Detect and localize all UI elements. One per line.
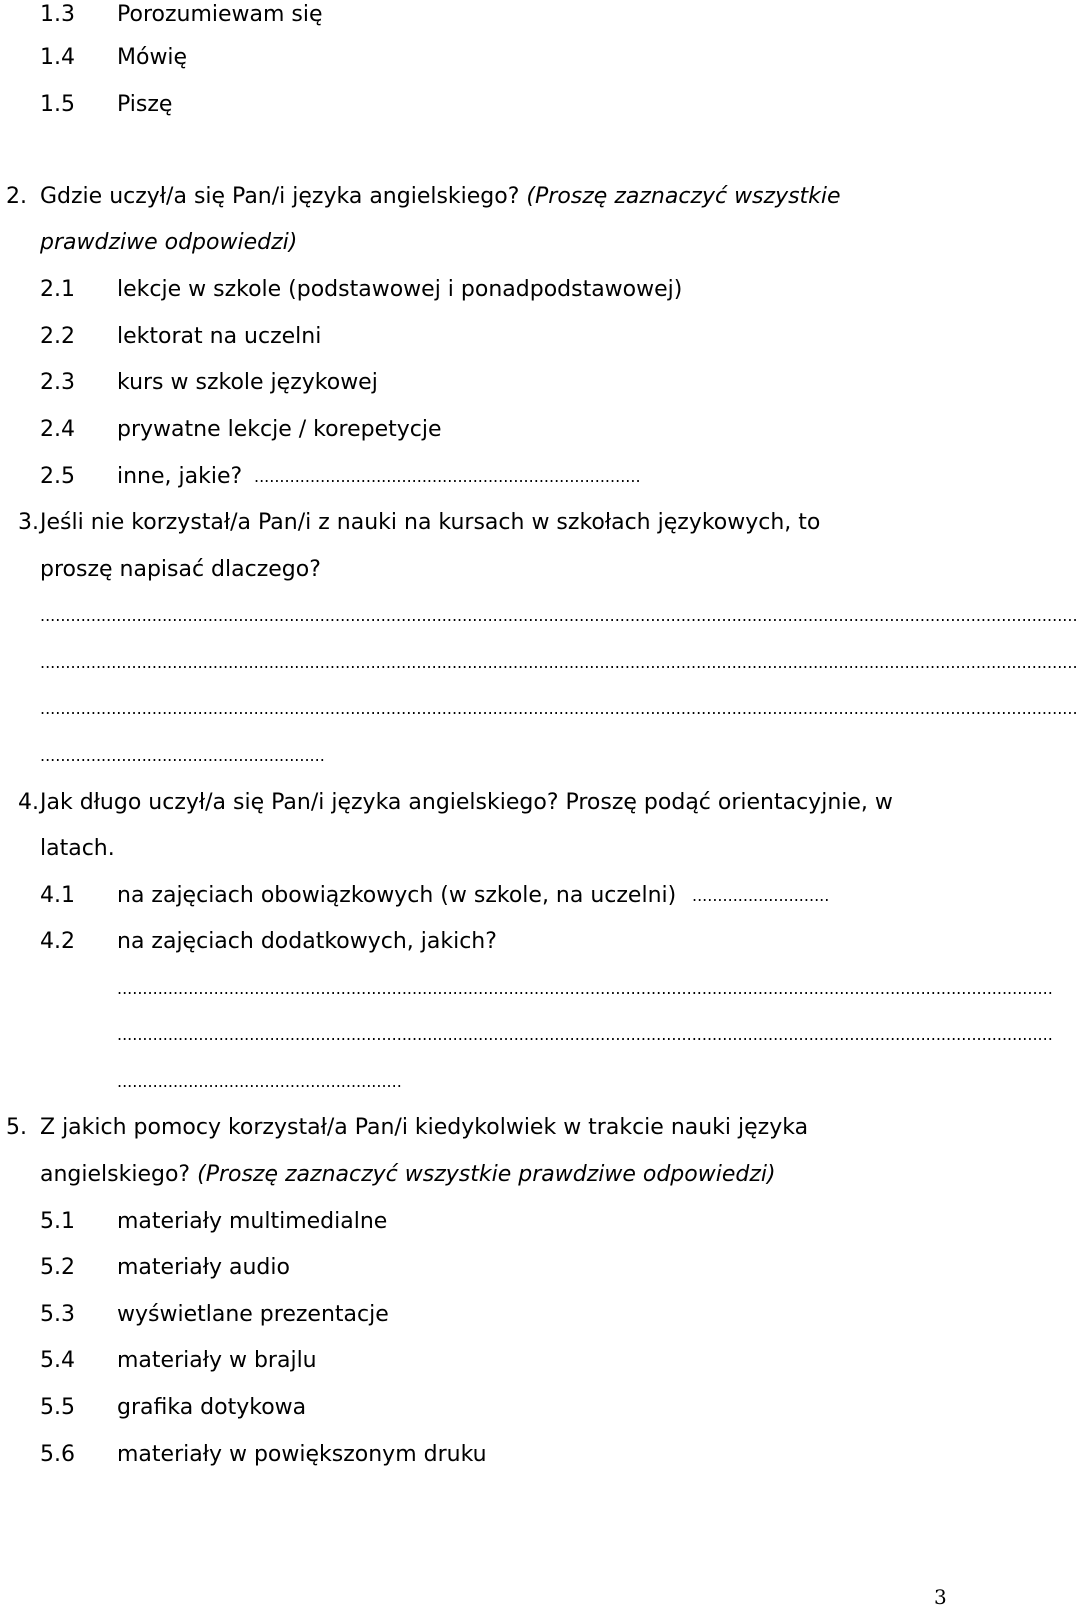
item-label: Piszę — [117, 92, 173, 117]
item-number: 1.3 — [40, 2, 75, 27]
question-text: angielskiego? (Proszę zaznaczyć wszystkie prawdziwe odpowiedzi) — [40, 1162, 776, 1187]
question-note: (Proszę zaznaczyć wszystkie — [526, 184, 841, 209]
question-text: Jeśli nie korzystał/a Pan/i z nauki na kursach w szkołach językowych, to — [40, 510, 821, 535]
item-number: 5.1 — [40, 1209, 75, 1234]
answer-blank[interactable]: ............................................................................................................................................................................................................ — [40, 699, 1078, 718]
question-number: 4. — [18, 790, 39, 815]
page-number: 3 — [934, 1585, 947, 1609]
item-label: na zajęciach dodatkowych, jakich? — [117, 929, 497, 954]
item-label: materiały w brajlu — [117, 1348, 317, 1373]
item-number: 1.5 — [40, 92, 75, 117]
item-label: materiały w powiększonym druku — [117, 1442, 487, 1467]
question-text: Jak długo uczył/a się Pan/i języka angielskiego? Proszę podąć orientacyjnie, w — [40, 790, 893, 815]
item-number: 2.4 — [40, 417, 75, 442]
answer-blank[interactable]: ........................... — [692, 886, 830, 905]
item-label: Mówię — [117, 45, 188, 70]
question-note: prawdziwe odpowiedzi) — [40, 230, 298, 255]
item-label: kurs w szkole językowej — [117, 370, 378, 395]
item-number: 4.2 — [40, 929, 75, 954]
item-label: inne, jakie? — [117, 464, 243, 489]
item-label: materiały multimedialne — [117, 1209, 388, 1234]
answer-blank[interactable]: ........................................................................................................................................................................................ — [117, 1025, 1053, 1044]
item-label: na zajęciach obowiązkowych (w szkole, na uczelni) — [117, 883, 677, 908]
answer-blank[interactable]: ........................................................ — [40, 746, 325, 765]
item-number: 2.5 — [40, 464, 75, 489]
item-label: Porozumiewam się — [117, 2, 323, 27]
item-number: 5.2 — [40, 1255, 75, 1280]
item-label: lekcje w szkole (podstawowej i ponadpodstawowej) — [117, 277, 683, 302]
item-number: 5.4 — [40, 1348, 75, 1373]
item-number: 5.6 — [40, 1442, 75, 1467]
item-number: 5.3 — [40, 1302, 75, 1327]
answer-blank[interactable]: ............................................................................ — [254, 467, 641, 486]
item-label: grafika dotykowa — [117, 1395, 307, 1420]
item-number: 2.3 — [40, 370, 75, 395]
question-number: 2. — [6, 184, 27, 209]
item-label: prywatne lekcje / korepetycje — [117, 417, 442, 442]
question-text: Z jakich pomocy korzystał/a Pan/i kiedykolwiek w trakcie nauki języka — [40, 1115, 809, 1140]
question-text: latach. — [40, 836, 115, 861]
answer-blank[interactable]: ............................................................................................................................................................................................................ — [40, 653, 1078, 672]
item-number: 2.2 — [40, 324, 75, 349]
question-text: proszę napisać dlaczego? — [40, 557, 321, 582]
answer-blank[interactable]: ........................................................ — [117, 1072, 402, 1091]
answer-blank[interactable]: ........................................................................................................................................................................................ — [117, 979, 1053, 998]
item-label: materiały audio — [117, 1255, 290, 1280]
item-number: 4.1 — [40, 883, 75, 908]
question-number: 3. — [18, 510, 39, 535]
item-number: 2.1 — [40, 277, 75, 302]
question-number: 5. — [6, 1115, 27, 1140]
item-number: 5.5 — [40, 1395, 75, 1420]
question-text: Gdzie uczył/a się Pan/i języka angielskiego? (Proszę zaznaczyć wszystkie — [40, 184, 841, 209]
item-number: 1.4 — [40, 45, 75, 70]
question-note: (Proszę zaznaczyć wszystkie prawdziwe odpowiedzi) — [197, 1162, 776, 1187]
item-label: wyświetlane prezentacje — [117, 1302, 389, 1327]
item-label: lektorat na uczelni — [117, 324, 322, 349]
answer-blank[interactable]: ............................................................................................................................................................................................................ — [40, 606, 1078, 625]
